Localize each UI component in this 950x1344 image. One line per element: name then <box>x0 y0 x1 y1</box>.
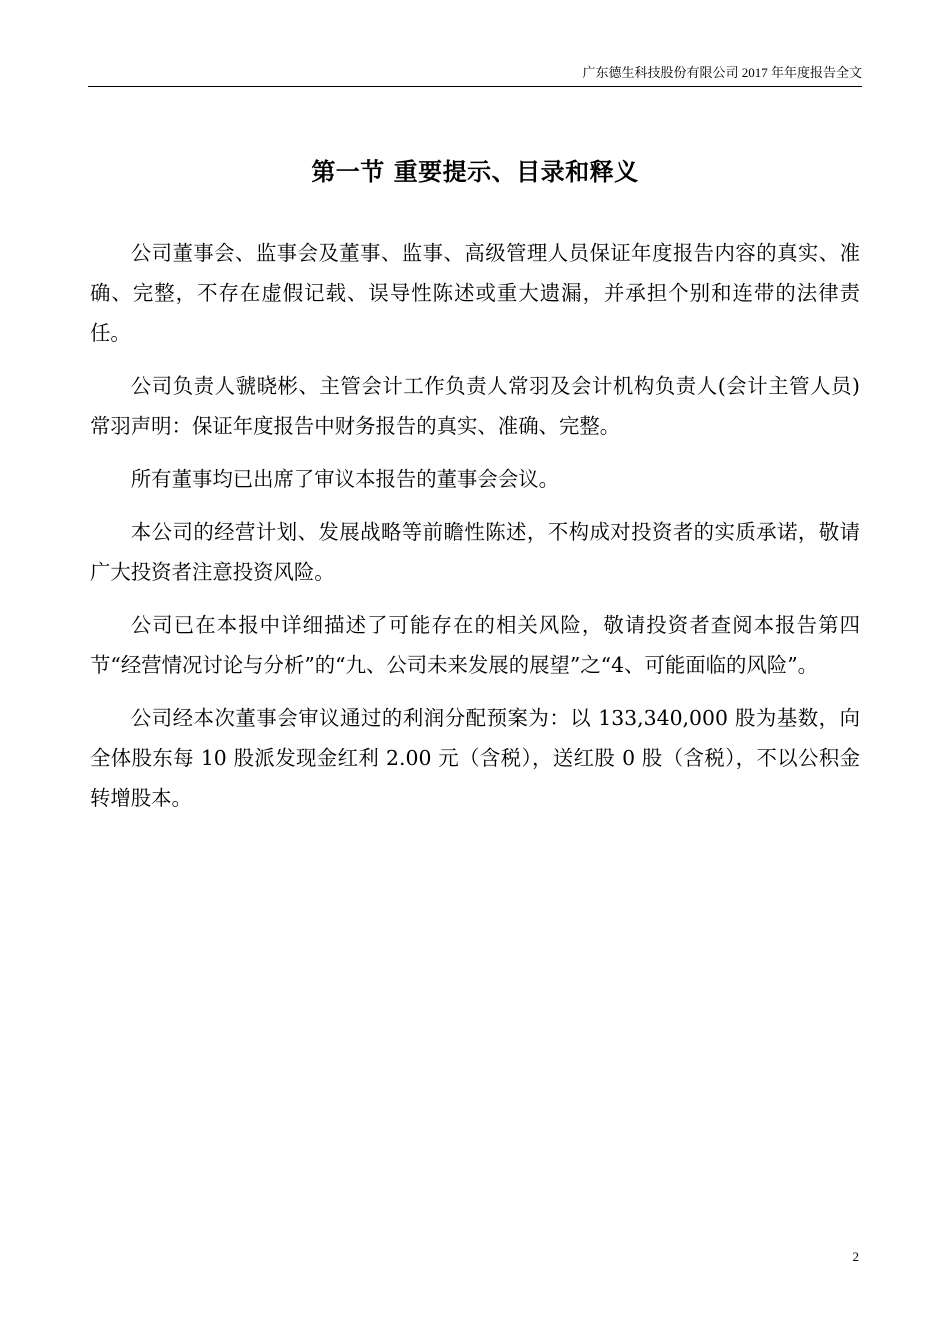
paragraph-forward-looking: 本公司的经营计划、发展战略等前瞻性陈述，不构成对投资者的实质承诺，敬请广大投资者注意投资风险。 <box>90 520 860 584</box>
paragraph-profit-distribution: 公司经本次董事会审议通过的利润分配预案为：以 133,340,000 股为基数，向全体股东每 10 股派发现金红利 2.00 元（含税），送红股 0 股（含税），不以公积金转增股本。 <box>90 706 860 810</box>
page-number: 2 <box>852 1249 859 1264</box>
paragraph-financial-declaration: 公司负责人虢晓彬、主管会计工作负责人常羽及会计机构负责人(会计主管人员)常羽声明：保证年度报告中财务报告的真实、准确、完整。 <box>90 374 860 438</box>
document-body <box>90 233 860 831</box>
paragraph-risk-notice: 公司已在本报中详细描述了可能存在的相关风险，敬请投资者查阅本报告第四节“经营情况讨论与分析”的“九、公司未来发展的展望”之“4、可能面临的风险”。 <box>90 613 860 677</box>
section-title: 第一节 重要提示、目录和释义 <box>311 157 639 186</box>
header-divider <box>88 86 862 87</box>
paragraph-responsibility-statement: 公司董事会、监事会及董事、监事、高级管理人员保证年度报告内容的真实、准确、完整，不存在虚假记载、误导性陈述或重大遗漏，并承担个别和连带的法律责任。 <box>90 241 860 345</box>
paragraph-board-attendance: 所有董事均已出席了审议本报告的董事会会议。 <box>130 467 559 491</box>
running-header: 广东德生科技股份有限公司 2017 年年度报告全文 <box>582 65 862 80</box>
